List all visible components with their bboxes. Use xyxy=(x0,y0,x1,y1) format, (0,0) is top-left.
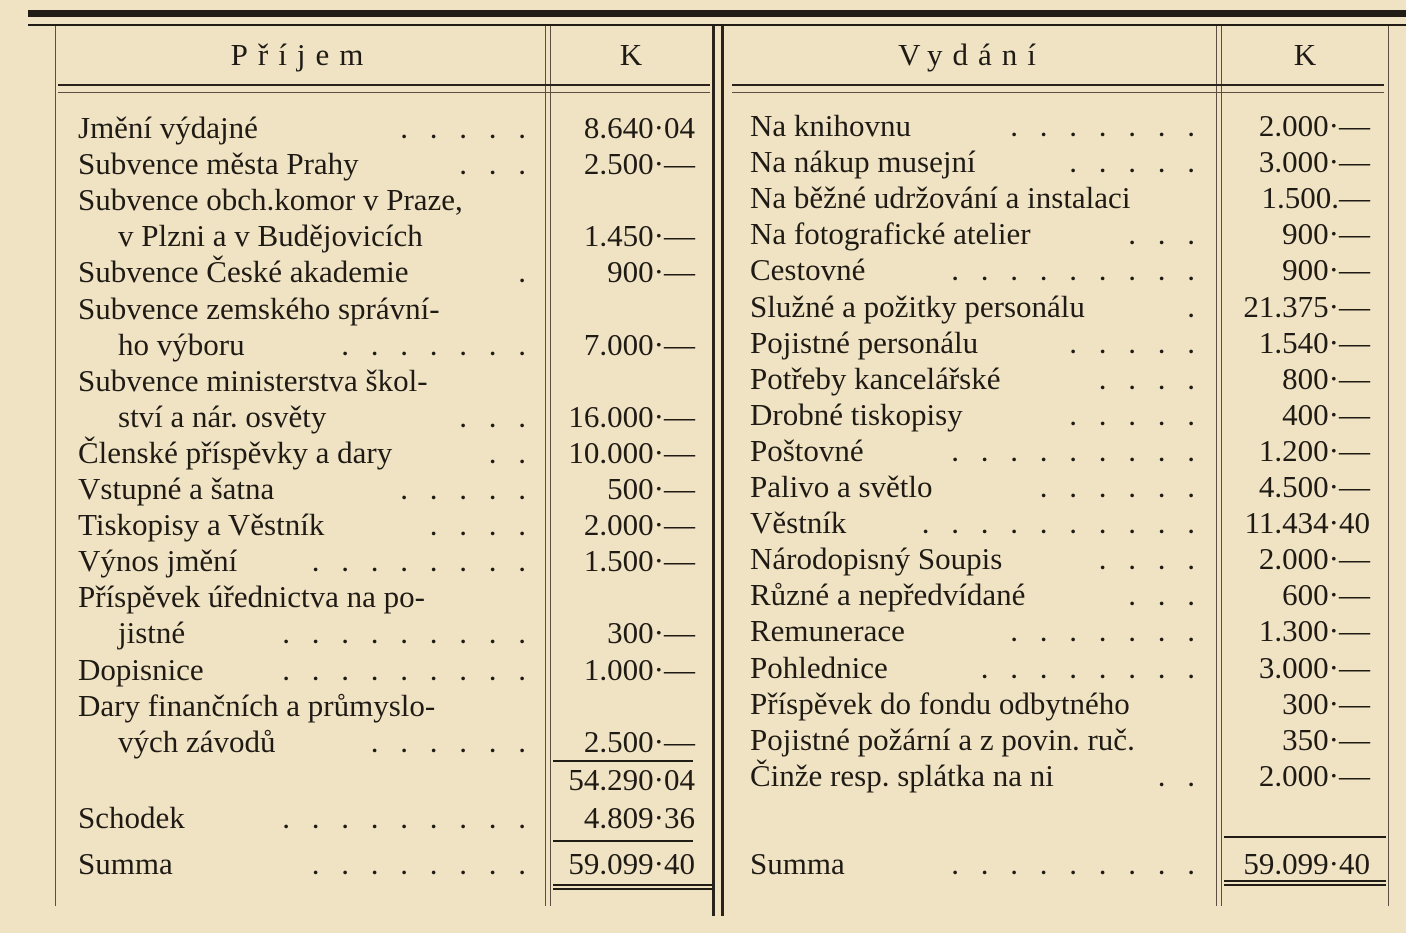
expense-row-dots: . . . . . xyxy=(1069,396,1202,432)
expense-row-label: Služné a požitky personálu xyxy=(750,288,1085,324)
income-header-rule xyxy=(58,84,710,86)
expense-row-amount: 11.434·40 xyxy=(1244,505,1370,541)
income-row xyxy=(78,543,533,579)
income-row xyxy=(78,291,533,327)
income-row xyxy=(78,218,533,254)
income-row xyxy=(78,724,533,760)
expense-row-label: Věstník xyxy=(750,505,847,541)
expense-row-dots: . . . xyxy=(1128,216,1202,252)
income-row-label: Subvence obch.komor v Praze, xyxy=(78,182,463,218)
expense-sum-double-rule xyxy=(1224,880,1386,886)
expense-row xyxy=(750,613,1202,649)
income-row-label: Vstupné a šatna xyxy=(78,471,275,506)
expense-row xyxy=(750,180,1202,216)
expense-row-label: Remunerace xyxy=(750,613,905,649)
expense-row xyxy=(750,505,1202,541)
income-row-amount: 8.640·04 xyxy=(583,110,695,145)
expense-row-dots: . . . . xyxy=(1098,360,1202,396)
expense-sum-amount: 59.099·40 xyxy=(1243,846,1370,881)
income-row-dots: . . . . . . xyxy=(370,723,533,759)
expense-sum-label: Summa xyxy=(750,846,845,881)
income-row xyxy=(78,146,533,182)
expense-row-dots: . . xyxy=(1157,757,1202,793)
expense-row-dots: . . . . . . xyxy=(1039,469,1202,504)
income-row-dots: . . . . . xyxy=(400,110,533,145)
income-row-amount: 2.000·— xyxy=(583,507,695,543)
expense-sum-dots: . . . . . . . . . xyxy=(951,846,1202,881)
income-row-amount: 10.000·— xyxy=(568,434,695,470)
income-row-label: Členské příspěvky a dary xyxy=(78,434,393,470)
income-row-amount: 1.500·— xyxy=(583,543,695,579)
expense-row-label: Na knihovnu xyxy=(750,108,912,143)
expense-row xyxy=(750,252,1202,288)
expense-row-amount: 2.000·— xyxy=(1258,757,1370,793)
income-header-rule-thin xyxy=(58,92,710,93)
income-row-label: ho výboru xyxy=(118,326,245,362)
income-row-label: Tiskopisy a Věstník xyxy=(78,507,325,543)
income-row-label: Jmění výdajné xyxy=(78,110,258,145)
income-row-label: vých závodů xyxy=(118,723,276,759)
income-row-dots: . . . . . xyxy=(400,471,533,506)
income-row-dots: . xyxy=(518,254,533,290)
expense-row-label: Různé a nepředvídané xyxy=(750,577,1026,613)
income-row-label: Dary finančních a průmyslo- xyxy=(78,687,436,723)
expense-row-amount: 3.000·— xyxy=(1258,649,1370,685)
expense-row xyxy=(750,722,1202,758)
expense-header-rule-thin xyxy=(732,92,1384,93)
left-border xyxy=(55,26,56,906)
expense-row-label: Cestovné xyxy=(750,252,866,288)
income-subtotal: 54.290·04 xyxy=(568,762,695,797)
expense-row-label: Činže resp. splátka na ni xyxy=(750,757,1054,793)
income-sum-row xyxy=(78,846,533,882)
income-row-amount: 16.000·— xyxy=(568,398,695,434)
expense-row-dots: . . . . xyxy=(1098,541,1202,577)
expense-row-label: Drobné tiskopisy xyxy=(750,396,963,432)
expense-row-label: Pohlednice xyxy=(750,649,888,685)
income-row-label: Subvence zemského správní- xyxy=(78,290,440,326)
right-border xyxy=(1388,26,1389,906)
income-row xyxy=(78,507,533,543)
expense-sum-rule xyxy=(1224,836,1386,838)
expense-row-amount: 900·— xyxy=(1282,252,1370,288)
expense-header-rule xyxy=(732,84,1384,86)
expense-row xyxy=(750,361,1202,397)
income-row-dots: . . . . . . . xyxy=(341,326,533,362)
income-row-dots: . . . . xyxy=(429,507,533,543)
income-row xyxy=(78,652,533,688)
expense-amount-left-line-b xyxy=(1221,26,1222,906)
expense-row-amount: 3.000·— xyxy=(1258,144,1370,180)
expense-sum-row xyxy=(750,846,1202,882)
expense-row-amount: 2.000·— xyxy=(1258,108,1370,143)
expense-row-amount: 600·— xyxy=(1282,577,1370,613)
expense-row-dots: . . . xyxy=(1128,577,1202,613)
income-sum-amount: 59.099·40 xyxy=(568,846,695,881)
expense-row-label: Palivo a světlo xyxy=(750,469,933,504)
income-row-amount: 900·— xyxy=(607,254,695,290)
expense-row-label: Poštovné xyxy=(750,432,864,468)
expense-row-amount: 300·— xyxy=(1282,685,1370,721)
income-row-label: Výnos jmění xyxy=(78,543,238,579)
expense-row-dots: . . . . . . . . . . xyxy=(921,505,1202,541)
income-row-dots: . . . . . . . . . xyxy=(282,615,533,651)
expense-row-amount: 2.000·— xyxy=(1258,541,1370,577)
expense-row-amount: 1.200·— xyxy=(1258,432,1370,468)
income-header: Příjem xyxy=(230,37,374,72)
income-row-amount: 1.000·— xyxy=(583,651,695,687)
expense-row-dots: . xyxy=(1187,288,1202,324)
expense-row xyxy=(750,108,1202,144)
expense-row xyxy=(750,541,1202,577)
expense-row xyxy=(750,289,1202,325)
expense-header: Vydání xyxy=(898,37,1046,72)
income-row-dots: . . . xyxy=(459,146,533,182)
income-row xyxy=(78,471,533,507)
expense-row-amount: 350·— xyxy=(1282,721,1370,757)
income-amount-left-line-b xyxy=(550,26,551,906)
income-sum-rule xyxy=(553,840,693,842)
income-row-label: ství a nár. osvěty xyxy=(118,398,327,434)
center-divider-a xyxy=(712,26,715,916)
expense-row xyxy=(750,758,1202,794)
expense-row-dots: . . . . . . . . xyxy=(980,649,1202,685)
income-row xyxy=(78,688,533,724)
expense-row-amount: 1.300·— xyxy=(1258,613,1370,649)
expense-row-label: Na fotografické atelier xyxy=(750,216,1031,252)
income-row xyxy=(78,615,533,651)
expense-row xyxy=(750,577,1202,613)
expense-row-label: Potřeby kancelářské xyxy=(750,360,1001,396)
income-row-label: Dopisnice xyxy=(78,651,204,687)
income-row xyxy=(78,254,533,290)
income-row-amount: 300·— xyxy=(607,615,695,651)
expense-row xyxy=(750,216,1202,252)
expense-row xyxy=(750,433,1202,469)
expense-row xyxy=(750,650,1202,686)
income-row xyxy=(78,110,533,146)
income-row-dots: . . . . . . . . . xyxy=(282,651,533,687)
income-row-amount: 2.500·— xyxy=(583,146,695,182)
expense-row-label: Národopisný Soupis xyxy=(750,541,1003,577)
expense-row-amount: 21.375·— xyxy=(1243,288,1370,324)
income-sum-double-rule xyxy=(553,884,713,890)
income-row xyxy=(78,327,533,363)
deficit-label: Schodek xyxy=(78,800,185,835)
income-row xyxy=(78,363,533,399)
expense-row-dots: . . . . . . . xyxy=(1010,613,1202,649)
top-rule-thin xyxy=(28,24,1406,26)
income-row xyxy=(78,435,533,471)
expense-row-dots: . . . . . . . . . xyxy=(951,432,1202,468)
income-row-amount: 500·— xyxy=(607,471,695,506)
income-sum-label: Summa xyxy=(78,846,173,881)
income-amount-left-line-a xyxy=(545,26,546,906)
income-row-dots: . . . . . . . . xyxy=(311,543,533,579)
expense-row-amount: 1.540·— xyxy=(1258,324,1370,360)
income-sum-dots: . . . . . . . . xyxy=(311,846,533,881)
income-row-amount: 7.000·— xyxy=(583,326,695,362)
expense-row xyxy=(750,686,1202,722)
income-row xyxy=(78,182,533,218)
deficit-amount: 4.809·36 xyxy=(583,800,695,835)
expense-amount-left-line-a xyxy=(1216,26,1217,906)
expense-row xyxy=(750,397,1202,433)
expense-amount-header: K xyxy=(1293,37,1317,72)
expense-row xyxy=(750,325,1202,361)
income-row xyxy=(78,399,533,435)
expense-row-amount: 400·— xyxy=(1282,396,1370,432)
deficit-dots: . . . . . . . . . xyxy=(282,800,533,835)
expense-row-dots: . . . . . xyxy=(1069,144,1202,180)
income-row-label: Subvence ministerstva škol- xyxy=(78,362,428,398)
income-row-label: Subvence města Prahy xyxy=(78,146,359,182)
expense-row xyxy=(750,144,1202,180)
expense-row-amount: 800·— xyxy=(1282,360,1370,396)
income-row xyxy=(78,579,533,615)
expense-row-dots: . . . . . xyxy=(1069,324,1202,360)
income-row-amount: 1.450·— xyxy=(583,218,695,254)
income-row-amount: 2.500·— xyxy=(583,723,695,759)
income-row-dots: . . . xyxy=(459,398,533,434)
expense-row-label: Příspěvek do fondu odbytného xyxy=(750,685,1130,721)
income-row-dots: . . xyxy=(488,434,533,470)
top-rule-thick xyxy=(28,10,1406,17)
income-row-label: v Plzni a v Budějovicích xyxy=(118,218,423,254)
expense-row-amount: 1.500.— xyxy=(1261,180,1370,216)
income-row-label: jistné xyxy=(118,615,186,651)
expense-row-amount: 4.500·— xyxy=(1258,469,1370,504)
income-row-label: Příspěvek úřednictva na po- xyxy=(78,579,425,615)
expense-row-dots: . . . . . . . xyxy=(1010,108,1202,143)
expense-row-label: Na nákup musejní xyxy=(750,144,976,180)
expense-row-label: Pojistné personálu xyxy=(750,324,979,360)
expense-row-dots: . . . . . . . . . xyxy=(951,252,1202,288)
expense-row-label: Na běžné udržování a instalaci xyxy=(750,180,1131,216)
expense-row xyxy=(750,469,1202,505)
expense-row-amount: 900·— xyxy=(1282,216,1370,252)
income-amount-header: K xyxy=(619,37,643,72)
expense-row-label: Pojistné požární a z povin. ruč. xyxy=(750,721,1135,757)
center-divider-b xyxy=(721,26,724,916)
deficit-row xyxy=(78,800,533,836)
income-row-label: Subvence České akademie xyxy=(78,254,409,290)
